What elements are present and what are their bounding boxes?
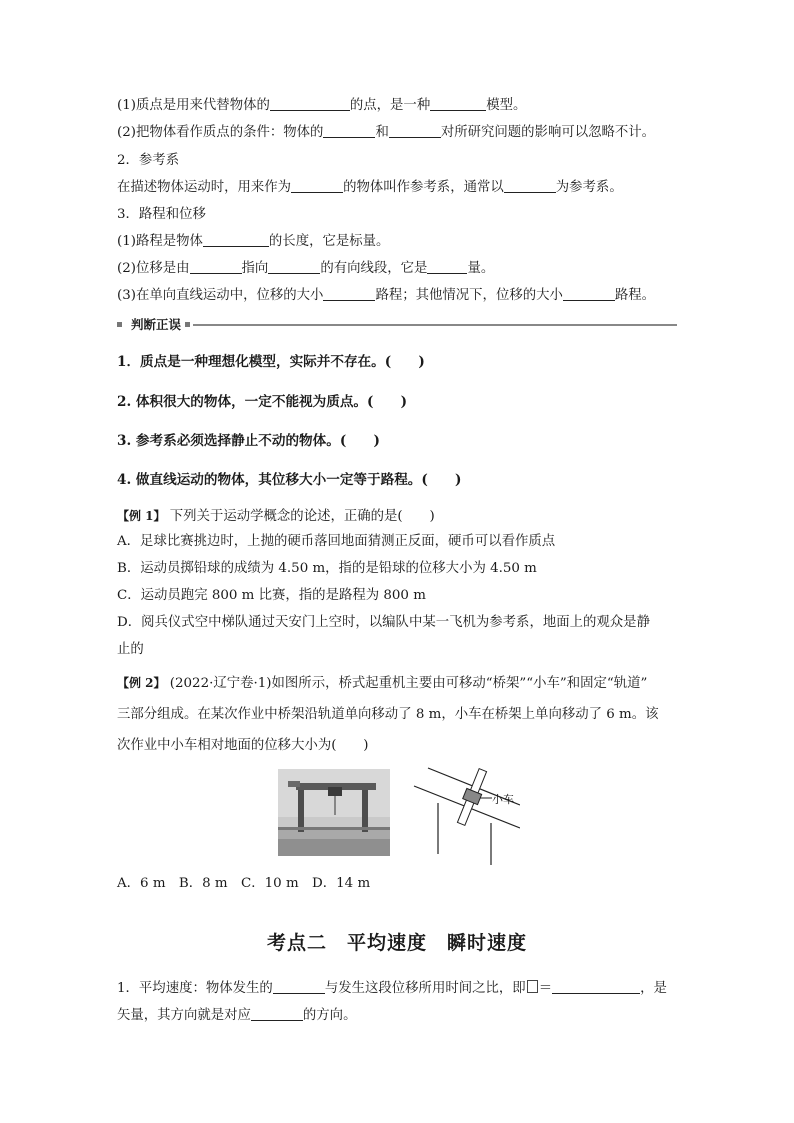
fill-blank [323,286,375,301]
fill-blank [389,123,441,138]
fill-blank [323,123,375,138]
fill-blank [190,259,242,274]
bullet-marker [185,322,190,327]
example-stem-cont: 次作业中小车相对地面的位移大小为( ) [117,738,369,753]
section-rule [193,324,677,326]
judge-title: 判断正误 [131,317,182,332]
diagram-label-cart: 小车 [492,793,514,806]
fill-blank [552,979,640,994]
subheading: 3．路程和位移 [117,207,206,222]
velocity-symbol [527,980,538,993]
text-line: (1)路程是物体 的长度，它是标量。 [117,234,390,249]
text-line: (2)把物体看作质点的条件：物体的 和 对所研究问题的影响可以忽略不计。 [117,125,656,140]
section-title: 考点二 平均速度 瞬时速度 [266,932,527,954]
text-line: 矢量，其方向就是对应 的方向。 [117,1008,357,1023]
crane-diagram [410,763,520,865]
option-d: D．阅兵仪式空中梯队通过天安门上空时，以编队中某一飞机为参考系，地面上的观众是静 [117,615,650,630]
fill-blank [563,286,615,301]
example-tag: 【例 2】 [117,676,166,690]
fill-blank [291,178,343,193]
fill-blank [268,259,320,274]
subheading: 2．参考系 [117,153,180,168]
bullet-marker [117,322,122,327]
fill-blank [427,259,467,274]
judge-item: 4. 做直线运动的物体，其位移大小一定等于路程。( ) [117,472,462,488]
text-line: 1．平均速度：物体发生的 与发生这段位移所用时间之比，即 ＝ ，是 [117,981,667,996]
example-stem: 【例 2】 (2022·辽宁卷·1)如图所示，桥式起重机主要由可移动“桥架”“小车”和固定“轨道” [117,676,648,691]
fill-blank [273,979,325,994]
example-tag: 【例 1】 [117,509,166,523]
example2-options: A．6 m B．8 m C．10 m D．14 m [117,876,371,891]
text-line: 在描述物体运动时，用来作为 的物体叫作参考系，通常以 为参考系。 [117,180,623,195]
option-b: B．运动员掷铅球的成绩为 4.50 m，指的是铅球的位移大小为 4.50 m [117,561,537,576]
text-line: (2)位移是由 指向 的有向线段，它是 量。 [117,261,495,276]
fill-blank [251,1006,303,1021]
crane-photo [278,769,390,856]
judge-item: 2. 体积很大的物体，一定不能视为质点。( ) [117,394,408,410]
judge-section-header [117,313,677,337]
option-d-cont: 止的 [117,642,144,657]
fill-blank [504,178,556,193]
option-a: A．足球比赛挑边时，上抛的硬币落回地面猜测正反面，硬币可以看作质点 [117,534,556,549]
example-stem: 【例 1】 下列关于运动学概念的论述，正确的是( ) [117,509,435,524]
text-line: (1)质点是用来代替物体的 的点，是一种 模型。 [117,98,527,113]
fill-blank [203,232,269,247]
text-line: (3)在单向直线运动中，位移的大小 路程；其他情况下，位移的大小 路程。 [117,288,656,303]
fill-blank [270,96,350,111]
judge-item: 3. 参考系必须选择静止不动的物体。( ) [117,433,380,449]
fill-blank [430,96,486,111]
option-c: C．运动员跑完 800 m 比赛，指的是路程为 800 m [117,588,426,603]
example-stem-cont: 三部分组成。在某次作业中桥架沿轨道单向移动了 8 m，小车在桥架上单向移动了 6 m。该 [117,707,659,722]
judge-item: 1．质点是一种理想化模型，实际并不存在。( ) [117,354,425,370]
